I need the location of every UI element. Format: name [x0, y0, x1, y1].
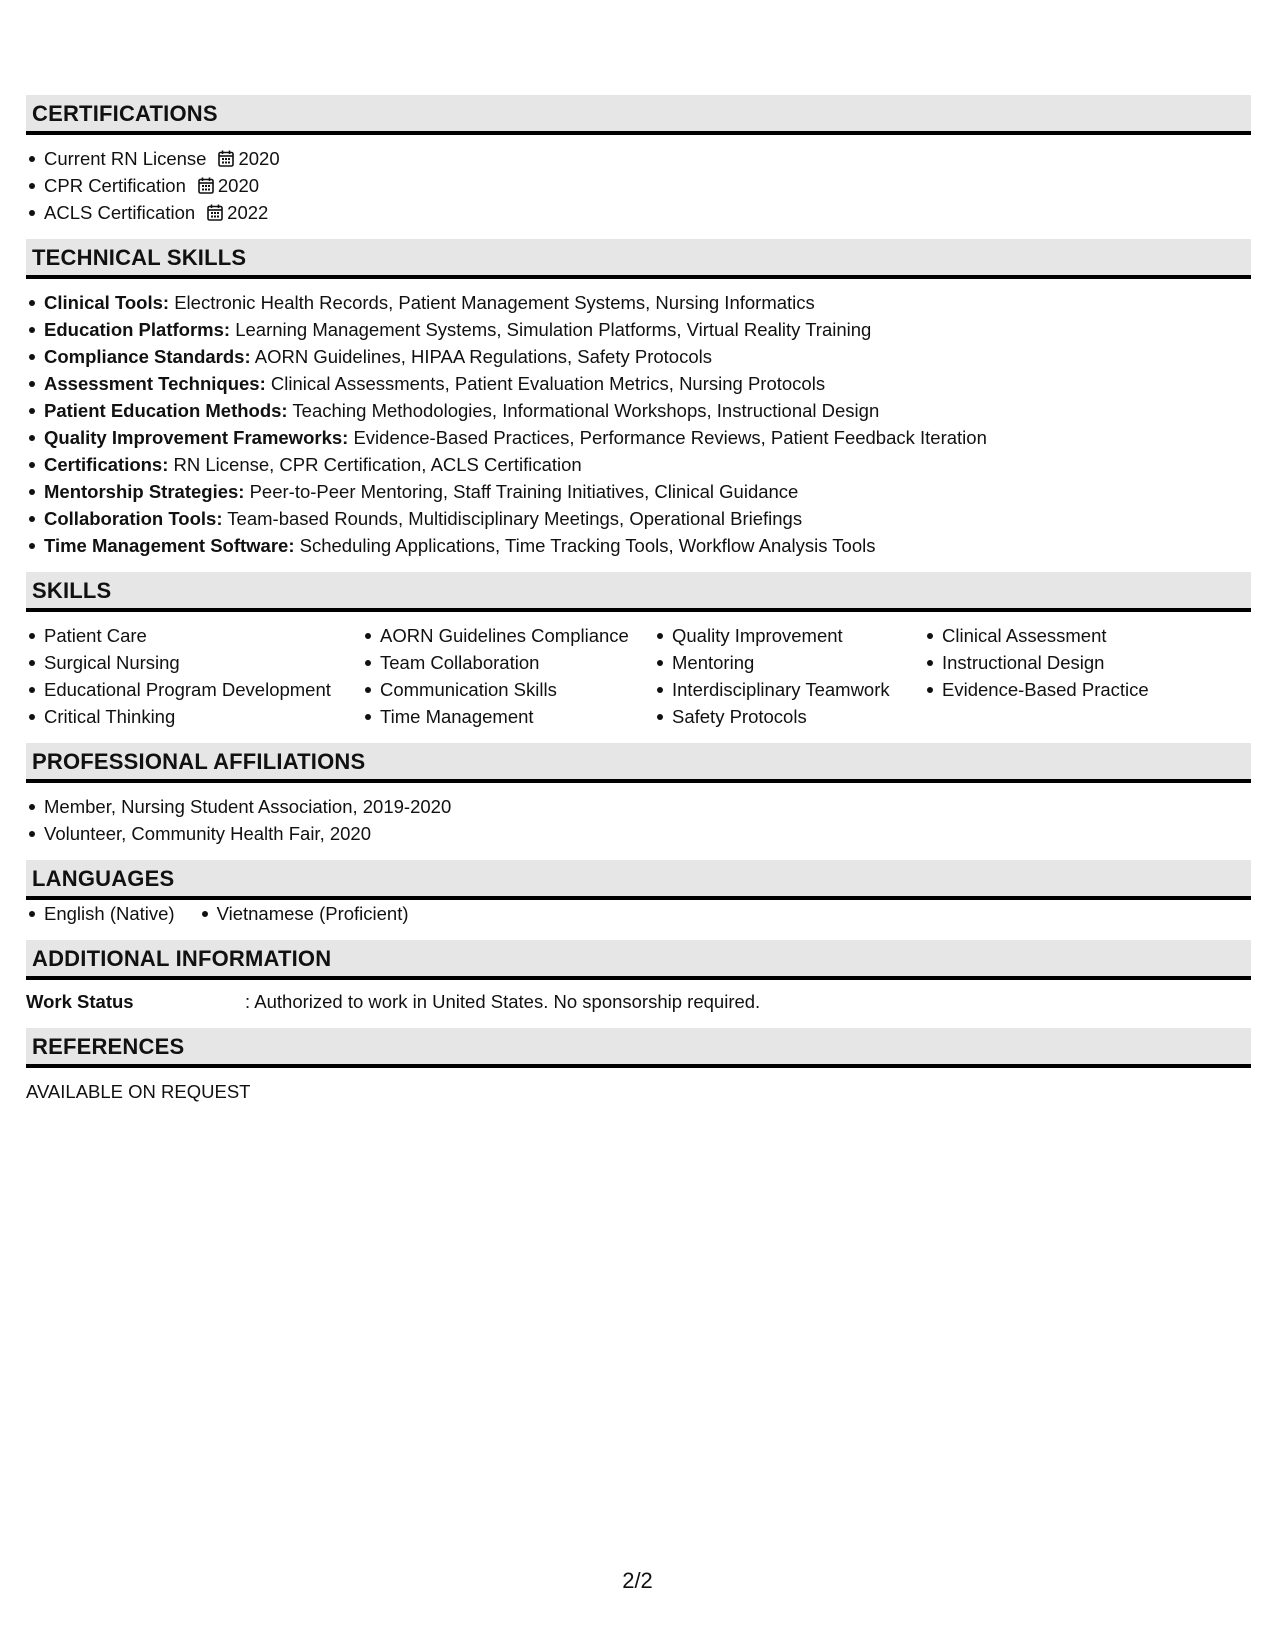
- skill-item: Time Management: [362, 703, 654, 730]
- languages-section: [26, 860, 1251, 927]
- references-section: [26, 1028, 1251, 1105]
- technical-skill-item: Assessment Techniques: Clinical Assessments, Patient Evaluation Metrics, Nursing Protocols: [26, 370, 1251, 397]
- calendar-icon: [218, 150, 234, 167]
- languages-list: [26, 900, 1251, 927]
- technical-skills-section: [26, 239, 1251, 559]
- certifications-heading: CERTIFICATIONS: [26, 95, 1251, 135]
- affiliations-list: [26, 793, 1251, 847]
- language-item: English (Native): [26, 900, 175, 927]
- technical-skill-item: Compliance Standards: AORN Guidelines, HIPAA Regulations, Safety Protocols: [26, 343, 1251, 370]
- technical-skill-item: Clinical Tools: Electronic Health Records, Patient Management Systems, Nursing Informatics: [26, 289, 1251, 316]
- skill-item: Team Collaboration: [362, 649, 654, 676]
- affiliation-item: Volunteer, Community Health Fair, 2020: [26, 820, 1251, 847]
- skills-heading: SKILLS: [26, 572, 1251, 612]
- calendar-icon: [207, 204, 223, 221]
- technical-skill-item: Quality Improvement Frameworks: Evidence-Based Practices, Performance Reviews, Patient Feedback Iteration: [26, 424, 1251, 451]
- certification-item: Current RN License 2020: [26, 145, 1251, 172]
- technical-skill-item: Certifications: RN License, CPR Certification, ACLS Certification: [26, 451, 1251, 478]
- skill-item: Surgical Nursing: [26, 649, 362, 676]
- references-heading: REFERENCES: [26, 1028, 1251, 1068]
- work-status-label: Work Status: [26, 991, 134, 1012]
- technical-skills-list: [26, 289, 1251, 559]
- affiliations-section: [26, 743, 1251, 847]
- affiliation-item: Member, Nursing Student Association, 2019-2020: [26, 793, 1251, 820]
- skill-item: Educational Program Development: [26, 676, 362, 703]
- skill-item: Quality Improvement: [654, 622, 924, 649]
- work-status-row: [26, 980, 1251, 1015]
- languages-heading: LANGUAGES: [26, 860, 1251, 900]
- work-status-value: : Authorized to work in United States. No sponsorship required.: [245, 991, 761, 1012]
- skill-item: Clinical Assessment: [924, 622, 1224, 649]
- additional-info-section: [26, 940, 1251, 1015]
- skills-column: [362, 622, 654, 730]
- language-item: Vietnamese (Proficient): [199, 900, 409, 927]
- technical-skill-item: Education Platforms: Learning Management Systems, Simulation Platforms, Virtual Reality Training: [26, 316, 1251, 343]
- page-number: 2/2: [622, 1568, 653, 1593]
- skills-column: [654, 622, 924, 730]
- certifications-list: [26, 145, 1251, 226]
- skill-item: Instructional Design: [924, 649, 1224, 676]
- technical-skill-item: Time Management Software: Scheduling Applications, Time Tracking Tools, Workflow Analysis Tools: [26, 532, 1251, 559]
- certifications-section: [26, 95, 1251, 226]
- skill-item: Critical Thinking: [26, 703, 362, 730]
- skill-item: Safety Protocols: [654, 703, 924, 730]
- skills-grid: [26, 612, 1251, 730]
- technical-skills-heading: TECHNICAL SKILLS: [26, 239, 1251, 279]
- references-text: AVAILABLE ON REQUEST: [26, 1081, 251, 1102]
- technical-skill-item: Patient Education Methods: Teaching Methodologies, Informational Workshops, Instructional Design: [26, 397, 1251, 424]
- technical-skill-item: Mentorship Strategies: Peer-to-Peer Mentoring, Staff Training Initiatives, Clinical Guidance: [26, 478, 1251, 505]
- certification-item: CPR Certification 2020: [26, 172, 1251, 199]
- skill-item: Evidence-Based Practice: [924, 676, 1224, 703]
- calendar-icon: [198, 177, 214, 194]
- affiliations-heading: PROFESSIONAL AFFILIATIONS: [26, 743, 1251, 783]
- skill-item: Communication Skills: [362, 676, 654, 703]
- technical-skill-item: Collaboration Tools: Team-based Rounds, Multidisciplinary Meetings, Operational Briefings: [26, 505, 1251, 532]
- skill-item: Patient Care: [26, 622, 362, 649]
- additional-info-heading: ADDITIONAL INFORMATION: [26, 940, 1251, 980]
- skill-item: AORN Guidelines Compliance: [362, 622, 654, 649]
- skill-item: Interdisciplinary Teamwork: [654, 676, 924, 703]
- skill-item: Mentoring: [654, 649, 924, 676]
- skills-column: [924, 622, 1224, 730]
- resume-page: [26, 95, 1251, 1118]
- skills-section: [26, 572, 1251, 730]
- certification-item: ACLS Certification 2022: [26, 199, 1251, 226]
- skills-column: [26, 622, 362, 730]
